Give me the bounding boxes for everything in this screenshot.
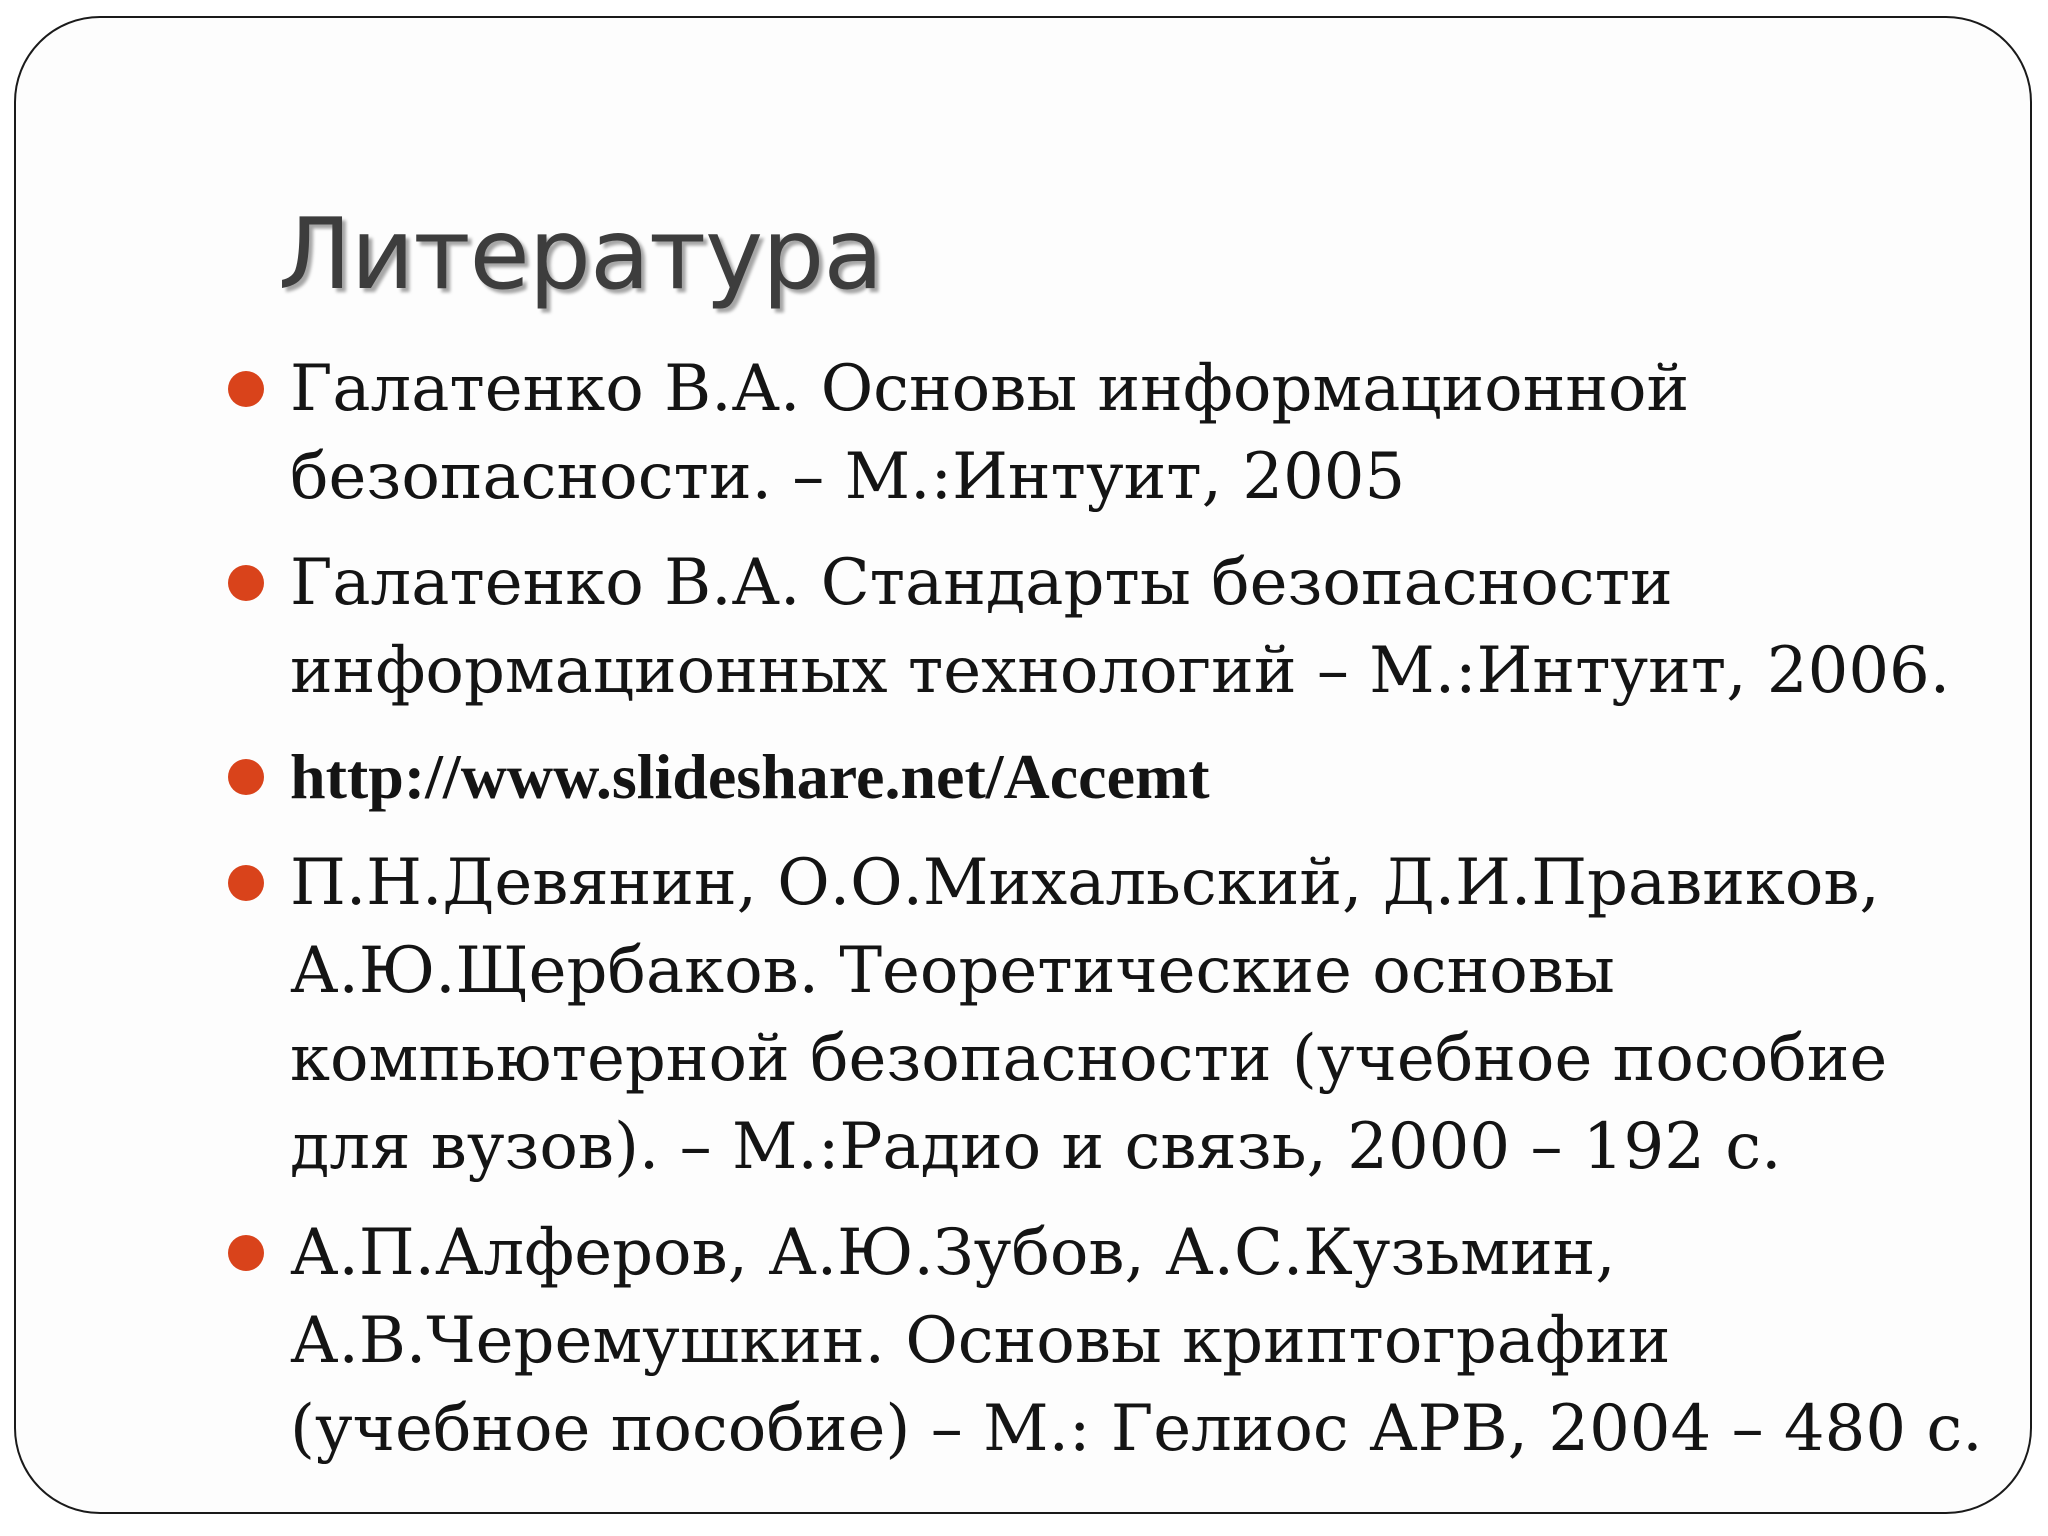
reference-link[interactable]: http://www.slideshare.net/Accemt [290,741,1210,812]
bullet-icon [228,1235,264,1271]
reference-text: Галатенко В.А. Стандарты безопасности информационных технологий – М.:Интуит, 2006. [290,546,1951,708]
reference-text: Галатенко В.А. Основы информационной безопасности. – М.:Интуит, 2005 [290,352,1690,514]
bullet-icon [228,865,264,901]
bullet-icon [228,759,264,795]
bullet-icon [228,371,264,407]
list-item [228,539,1988,715]
list-item [228,839,1988,1191]
reference-text: А.П.Алферов, А.Ю.Зубов, А.С.Кузьмин, А.В.Черемушкин. Основы криптографии (учебное пособие) – М.: Гелиос АРВ, 2004 – 480 с. [290,1216,1983,1466]
bullet-icon [228,565,264,601]
reference-list [228,345,1988,1491]
list-item [228,345,1988,521]
slide-title: Литература [278,198,883,312]
list-item [228,733,1988,821]
reference-text: П.Н.Девянин, О.О.Михальский, Д.И.Правиков, А.Ю.Щербаков. Теоретические основы компьютерной безопасности (учебное пособие для вузов). – М.:Радио и связь, 2000 – 192 с. [290,846,1888,1184]
list-item [228,1209,1988,1473]
